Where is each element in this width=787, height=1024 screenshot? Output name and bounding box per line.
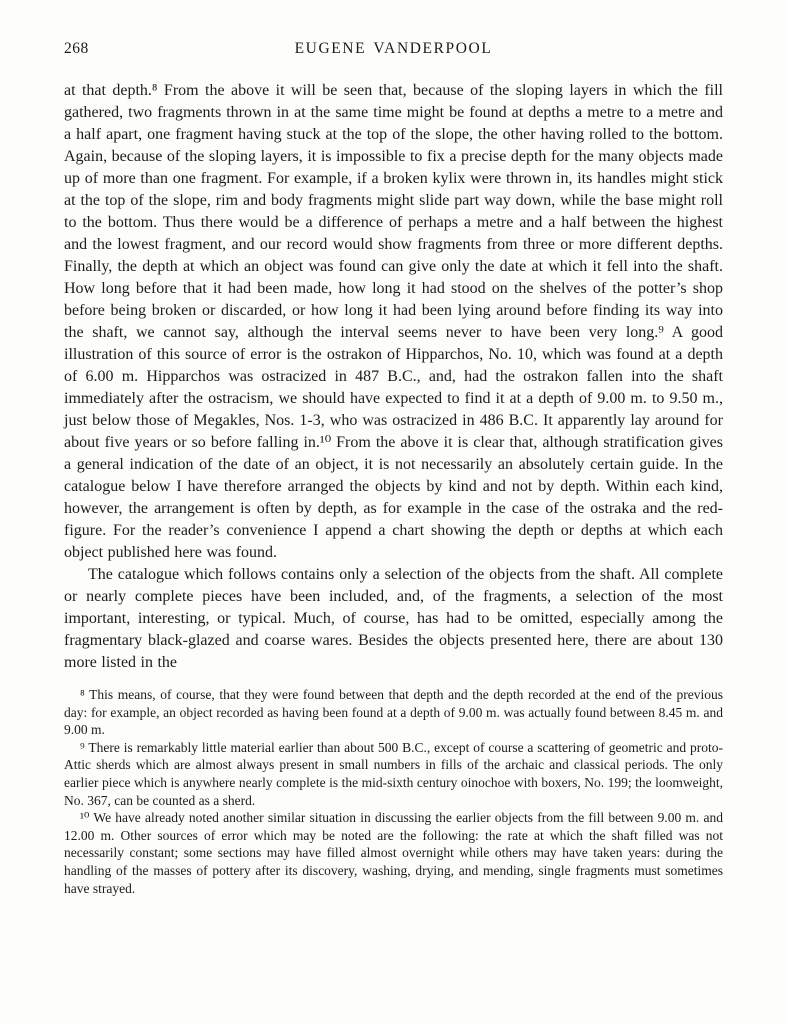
- paragraph-catalogue-intro: The catalogue which follows contains only a selection of the objects from the shaft. All complete or nearly complete pieces have been included, and, of the fragments, a selection of the most important, interesting, or typical. Much, of course, has had to be omitted, especially among the fragmentary black-glazed and coarse wares. Besides the objects presented here, there are about 130 more listed in the: [64, 566, 723, 671]
- footnotes-section: [64, 686, 723, 897]
- page-number: 268: [64, 40, 89, 57]
- footnote-8: ⁸ This means, of course, that they were found between that depth and the depth recorded at the end of the previous day: for example, an object recorded as having been found at a depth of 9.00 m. was actually found between 8.45 m. and 9.00 m.: [64, 687, 723, 738]
- footnote-10: ¹⁰ We have already noted another similar situation in discussing the earlier objects from the fill between 9.00 m. and 12.00 m. Other sources of error which may be noted are the following: the rate at which the shaft filled was not necessarily constant; some sections may have filled almost overnight while others may have taken years: during the handling of the masses of pottery after its discovery, washing, drying, and mending, single fragments must sometimes have strayed.: [64, 810, 723, 896]
- footnote-9: ⁹ There is remarkably little material earlier than about 500 B.C., except of course a scattering of geometric and proto-Attic sherds which are almost always present in small numbers in fills of the archaic and classical periods. The only earlier piece which is anywhere nearly complete is the mid-sixth century oinochoe with boxers, No. 199; the loomweight, No. 367, can be counted as a sherd.: [64, 739, 723, 808]
- body-text: [64, 80, 723, 674]
- paragraph-continuation: at that depth.⁸ From the above it will be seen that, because of the sloping layers in which the fill gathered, two fragments thrown in at the same time might be found at depths a metre to a metre and a half apart, one fragment having stuck at the top of the slope, the other having rolled to the bottom. Again, because of the sloping layers, it is impossible to fix a precise depth for the many objects made up of more than one fragment. For example, if a broken kylix were thrown in, its handles might stick at the top of the slope, rim and body fragments might slide part way down, while the base might roll to the bottom. Thus there would be a difference of perhaps a metre and a half between the highest and the lowest fragment, and our record would show fragments from three or more different depths. Finally, the depth at which an object was found can give only the date at which it fell into the shaft. How long before that it had been made, how long it had stood on the shelves of the potter’s shop before being broken or discarded, or how long it had been lying around before finding its way into the shaft, we cannot say, although the interval seems never to have been very long.⁹ A good illustration of this source of error is the ostrakon of Hipparchos, No. 10, which was found at a depth of 6.00 m. Hipparchos was ostracized in 487 B.C., and, had the ostrakon fallen into the shaft immediately after the ostracism, we should have expected to find it at a depth of 9.00 m. to 9.50 m., just below those of Megakles, Nos. 1-3, who was ostracized in 486 B.C. It apparently lay around for about five years or so before falling in.¹⁰ From the above it is clear that, although stratification gives a general indication of the date of an object, it is not necessarily an absolutely certain guide. In the catalogue below I have therefore arranged the objects by kind and not by depth. Within each kind, however, the arrangement is often by depth, as for example in the case of the ostraka and the red-figure. For the reader’s convenience I append a chart showing the depth or depths at which each object published here was found.: [64, 82, 723, 561]
- running-head: EUGENE VANDERPOOL: [294, 40, 493, 57]
- page-header: [64, 40, 723, 62]
